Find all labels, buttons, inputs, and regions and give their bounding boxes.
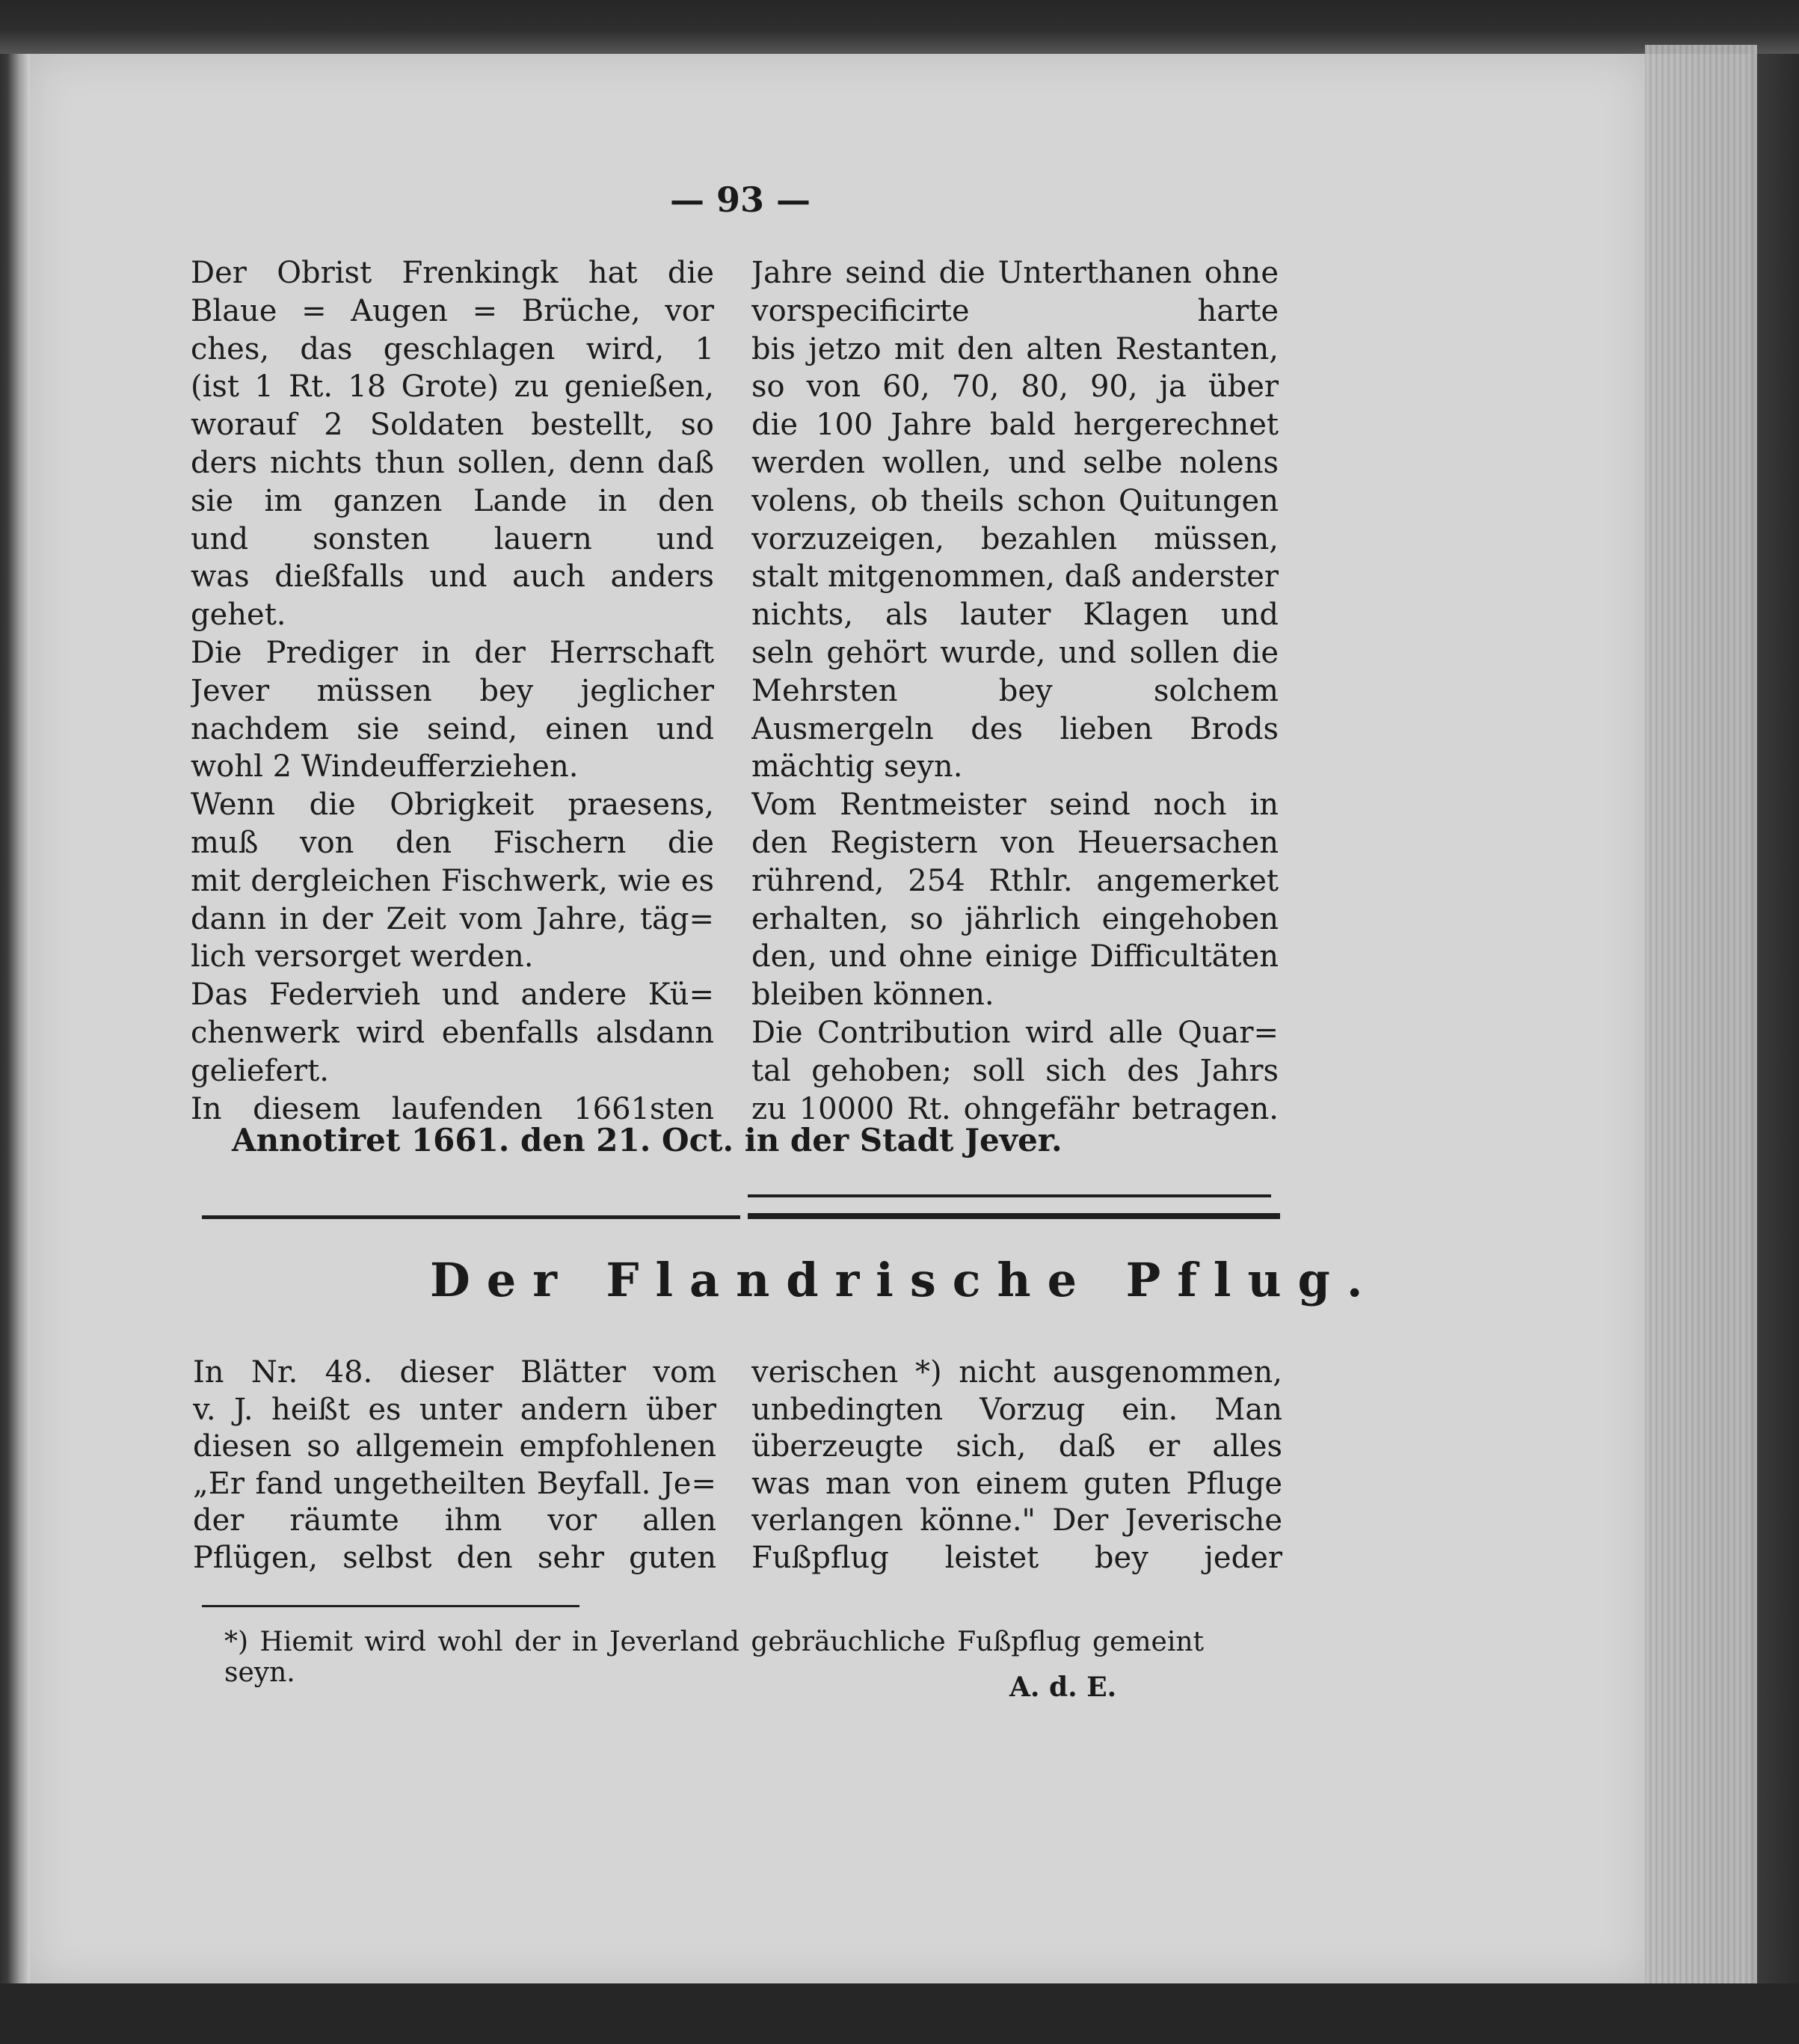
text-line: nichts, als lauter Klagen und — [751, 598, 1279, 633]
page-stack-edge — [1645, 45, 1757, 1997]
text-line: gehet. — [191, 598, 286, 633]
text-line: der räumte ihm vor allen — [193, 1503, 716, 1538]
text-line: sie im ganzen Lande in den — [191, 483, 714, 518]
text-line: In diesem laufenden 1661sten — [191, 1091, 714, 1126]
text-line: Die Prediger in der Herrschaft — [191, 636, 714, 670]
text-line: worauf 2 Soldaten bestellt, so — [191, 408, 714, 443]
text-line: bis jetzo mit den alten Restanten, — [751, 331, 1279, 366]
text-line: mit dergleichen Fischwerk, wie es — [191, 863, 714, 898]
text-line: volens, ob theils schon Quitungen — [751, 483, 1279, 518]
text-line: erhalten, so jährlich eingehoben — [751, 901, 1279, 936]
article-heading: Der Flandrische Pflug. — [430, 1253, 1380, 1307]
text-line: Jahre seind die Unterthanen ohne — [751, 256, 1279, 290]
text-line: Ausmergeln des lieben Brods — [751, 711, 1279, 746]
footnote-rule — [202, 1605, 579, 1607]
divider-rule-left — [202, 1215, 740, 1219]
text-line: und sonsten lauern und — [191, 521, 714, 556]
scan-border-top — [0, 0, 1799, 54]
text-line: (ist 1 Rt. 18 Grote) zu genießen, — [191, 369, 714, 405]
text-line: was dießfalls und auch anders — [191, 559, 714, 595]
text-line: Pflügen, selbst den sehr guten — [193, 1540, 716, 1575]
text-line: In Nr. 48. dieser Blätter vom — [193, 1355, 716, 1390]
text-line: muß von den Fischern die — [191, 826, 714, 860]
text-line: den Registern von Heuersachen — [751, 826, 1279, 860]
text-line: stalt mitgenommen, daß anderster — [751, 559, 1279, 595]
text-line: unbedingten Vorzug ein. Man — [751, 1392, 1282, 1427]
text-line: werden wollen, und selbe nolens — [751, 446, 1279, 480]
text-line: diesen so allgemein empfohlenen — [193, 1429, 716, 1464]
text-line: überzeugte sich, daß er alles — [751, 1429, 1282, 1464]
text-line: bleiben können. — [751, 978, 994, 1013]
text-line: seln gehört wurde, und sollen die — [751, 636, 1279, 670]
page-number: — 93 — — [669, 179, 811, 220]
text-line: den, und ohne einige Difficultäten — [751, 939, 1279, 975]
text-line: Das Federvieh und andere Kü= — [191, 978, 714, 1013]
text-line: was man von einem guten Pfluge — [751, 1466, 1282, 1501]
text-line: Jever müssen bey jeglicher — [191, 673, 714, 708]
text-line: Vom Rentmeister seind noch in — [751, 788, 1279, 823]
text-line: v. J. heißt es unter andern über — [193, 1392, 716, 1427]
text-line: Der Obrist Frenkingk hat die — [191, 256, 714, 290]
text-line: verlangen könne." Der Jeverische — [751, 1503, 1282, 1538]
text-line: Wenn die Obrigkeit praesens, — [191, 788, 714, 823]
text-line: vorzuzeigen, bezahlen müssen, — [751, 521, 1279, 556]
text-line: mächtig seyn. — [751, 749, 963, 785]
footnote-text: *) Hiemit wird wohl der in Jeverland gebräuchliche Fußpflug gemeint seyn. — [224, 1627, 1204, 1688]
text-line: Blaue = Augen = Brüche, vor — [191, 293, 714, 328]
text-line: ches, das geschlagen wird, 1 — [191, 331, 714, 366]
text-line: zu 10000 Rt. ohngefähr betragen. — [751, 1091, 1279, 1126]
text-line: nachdem sie seind, einen und — [191, 711, 714, 746]
text-line: Mehrsten bey solchem — [751, 673, 1279, 708]
text-line: dann in der Zeit vom Jahre, täg= — [191, 901, 714, 936]
text-line: rührend, 254 Rthlr. angemerket — [751, 863, 1279, 898]
text-line: Die Contribution wird alle Quar= — [751, 1016, 1279, 1050]
annotation-line: Annotiret 1661. den 21. Oct. in der Stadt Jever. — [232, 1122, 1063, 1158]
text-line: vorspecificirte harte — [751, 293, 1279, 328]
divider-rule-upper — [748, 1194, 1271, 1197]
text-line: geliefert. — [191, 1053, 329, 1088]
text-line: wohl 2 Windeufferziehen. — [191, 749, 579, 785]
text-line: ders nichts thun sollen, denn daß — [191, 446, 714, 480]
text-line: chenwerk wird ebenfalls alsdann — [191, 1016, 714, 1050]
divider-rule-right — [748, 1213, 1280, 1219]
scan-border-bottom — [0, 1983, 1799, 2044]
text-line: „Er fand ungetheilten Beyfall. Je= — [193, 1466, 716, 1501]
text-line: Fußpflug leistet bey jeder — [751, 1540, 1282, 1575]
text-line: tal gehoben; soll sich des Jahrs — [751, 1053, 1279, 1088]
text-line: lich versorget werden. — [191, 939, 534, 975]
text-line: die 100 Jahre bald hergerechnet — [751, 408, 1279, 443]
footnote-signature: A. d. E. — [1009, 1672, 1117, 1703]
text-line: so von 60, 70, 80, 90, ja über — [751, 369, 1279, 405]
text-line: verischen *) nicht ausgenommen, — [751, 1355, 1282, 1390]
